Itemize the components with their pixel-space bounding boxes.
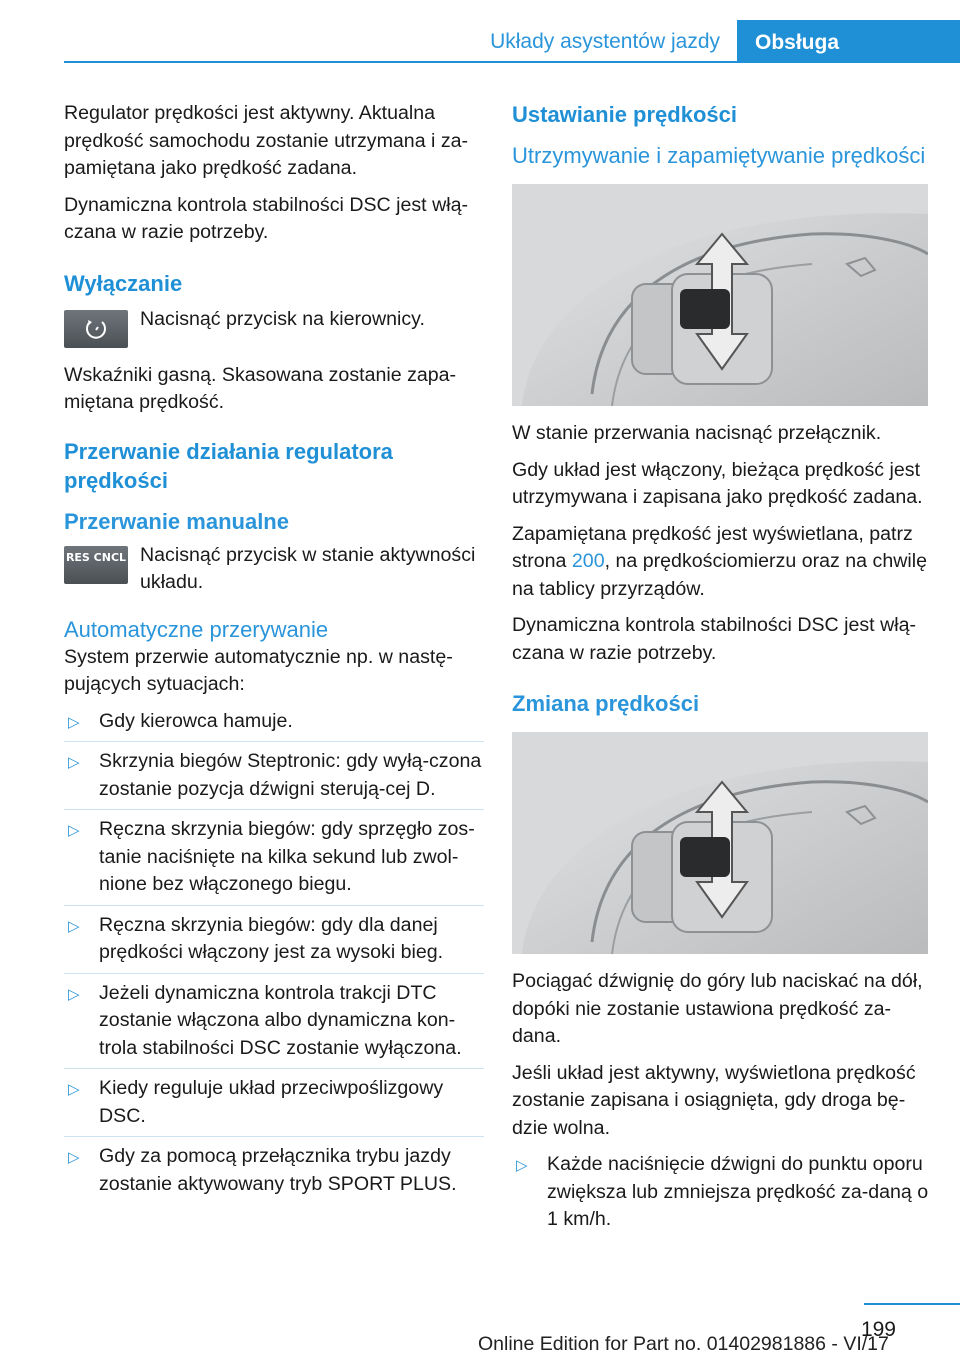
paragraph: Regulator prędkości jest aktywny. Aktualna prędkość samochodu zostanie utrzymana i za-pamiętana jako prędkość zadana.	[64, 102, 469, 179]
triangle-bullet-icon: ▷	[68, 1081, 80, 1098]
steering-wheel-image	[512, 732, 928, 954]
heading-auto: Automatyczne przerywanie	[64, 616, 329, 642]
off-button-row	[64, 306, 484, 348]
heading-off: Wyłączanie	[64, 270, 183, 296]
triangle-bullet-icon: ▷	[68, 822, 80, 839]
paragraph: Dynamiczna kontrola stabilności DSC jest włą-czana w razie potrzeby.	[512, 614, 916, 664]
page-link[interactable]: 200	[571, 550, 605, 572]
heading-hold-speed: Utrzymywanie i zapamiętywanie prędkości	[512, 143, 926, 168]
off-instruction: Nacisnąć przycisk na kierownicy.	[140, 307, 425, 330]
paragraph: Wskaźniki gasną. Skasowana zostanie zapa-miętana prędkość.	[64, 363, 457, 413]
list-item: ▷ Ręczna skrzynia biegów: gdy sprzęgło zos-tanie naciśnięte na kilka sekund lub zwol-nione bez włączonego biegu.	[64, 816, 484, 906]
left-column	[64, 100, 484, 1198]
auto-interrupt-list	[64, 708, 484, 1199]
triangle-bullet-icon: ▷	[516, 1157, 528, 1174]
paragraph: Zapamiętana prędkość jest wyświetlana, patrz strona 200, na prędkościomierzu oraz na chwilę na tablicy przyrządów.	[512, 522, 927, 600]
res-cncl-label: RES CNCL	[65, 550, 127, 564]
heading-set-speed: Ustawianie prędkości	[512, 102, 737, 127]
triangle-bullet-icon: ▷	[68, 985, 80, 1003]
list-item: ▷ Skrzynia biegów Steptronic: gdy wyłą-czona zostanie pozycja dźwigni sterują-cej D.	[64, 748, 484, 810]
list-item: ▷ Gdy za pomocą przełącznika trybu jazdy zostanie aktywowany tryb SPORT PLUS.	[68, 1145, 457, 1195]
paragraph: Jeśli układ jest aktywny, wyświetlona prędkość zostanie zapisana i osiągnięta, gdy droga bę-dzie wolna.	[512, 1061, 916, 1139]
triangle-bullet-icon: ▷	[68, 713, 80, 731]
triangle-bullet-icon: ▷	[68, 1149, 80, 1166]
paragraph: System przerwie automatycznie np. w nastę-pujących sytuacjach:	[64, 645, 453, 695]
cruise-off-button-icon	[64, 310, 128, 348]
paragraph: Dynamiczna kontrola stabilności DSC jest włą-czana w razie potrzeby.	[64, 193, 468, 243]
list-item: ▷ Ręczna skrzynia biegów: gdy dla danej prędkości włączony jest za wysoki bieg.	[64, 912, 484, 974]
steering-wheel-image	[512, 184, 928, 406]
list-item: ▷ Każde naciśnięcie dźwigni do punktu oporu zwiększa lub zmniejsza prędkość za-daną o 1 km/h.	[516, 1153, 929, 1230]
heading-change-speed: Zmiana prędkości	[512, 691, 700, 716]
list-item: ▷ Kiedy reguluje układ przeciwpoślizgowy DSC.	[64, 1075, 484, 1137]
page-number: 199	[860, 1318, 896, 1341]
header-tab: Obsługa	[737, 20, 960, 63]
footer-rule	[864, 1303, 960, 1305]
paragraph: Pociągać dźwignię do góry lub naciskać na dół, dopóki nie zostanie ustawiona prędkość za-dana.	[512, 970, 923, 1047]
list-item: ▷ Gdy kierowca hamuje.	[64, 708, 484, 743]
header-section: Układy asystentów jazdy	[490, 30, 720, 53]
manual-button-row	[64, 542, 484, 597]
triangle-bullet-icon: ▷	[68, 917, 80, 935]
res-cncl-button-icon	[64, 546, 128, 584]
heading-interrupt: Przerwanie działania regulatora prędkości	[64, 438, 393, 493]
footer-edition: Online Edition for Part no. 01402981886 - VI/17	[478, 1333, 889, 1355]
manual-instruction: Nacisnąć przycisk w stanie aktywności układu.	[140, 543, 476, 593]
paragraph: W stanie przerwania nacisnąć przełącznik.	[512, 422, 882, 444]
heading-manual: Przerwanie manualne	[64, 508, 289, 534]
triangle-bullet-icon: ▷	[68, 754, 80, 771]
change-speed-list	[512, 1151, 932, 1234]
list-item: ▷ Jeżeli dynamiczna kontrola trakcji DTC zostanie włączona albo dynamiczna kon-trola stabilności DSC zostanie wyłączona.	[64, 980, 484, 1070]
paragraph: Gdy układ jest włączony, bieżąca prędkość jest utrzymywana i zapisana jako prędkość zadana.	[512, 458, 923, 508]
right-column	[512, 100, 932, 1234]
